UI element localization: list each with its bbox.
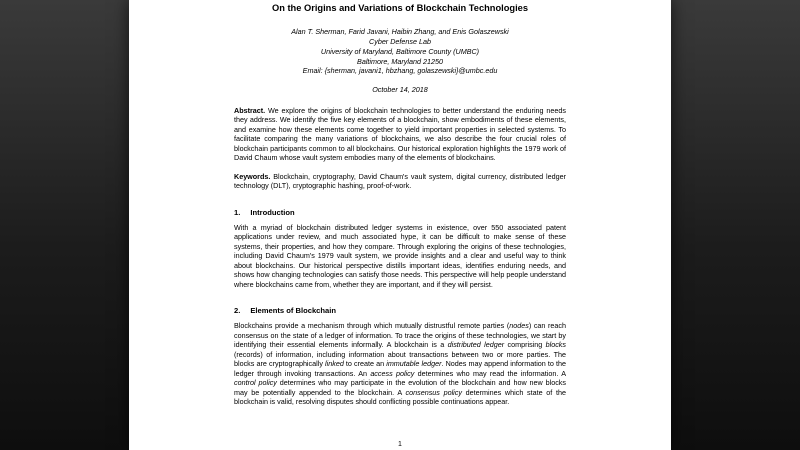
abstract-label: Abstract. xyxy=(234,105,266,115)
paper-page xyxy=(129,0,671,450)
section-title: Elements of Blockchain xyxy=(250,306,337,316)
section-introduction xyxy=(234,208,566,290)
section-body-introduction: With a myriad of blockchain distributed ledger systems in existence, over 550 associated patent applications under review, and much associated hype, it can be difficult to make sense of these systems, their properties, and how they compare. Through exploring the origins of these technologies, including David Chaum's 1979 vault system, we provide insights and a clear and useful way to think about blockchains. Our historical perspective distills important ideas, identifies enduring needs, and shows how changing technologies can satisfy those needs. This perspective will help people understand where blockchains came from, whether they are important, and if they will persist. xyxy=(234,222,566,289)
affiliation-city: Baltimore, Maryland 21250 xyxy=(357,56,443,66)
section-number: 1. xyxy=(234,207,241,217)
affiliation-lab: Cyber Defense Lab xyxy=(369,36,431,46)
section-body-elements: Blockchains provide a mechanism through which mutually distrustful remote parties (nodes) can reach consensus on the state of a ledger of information. To trace the origins of these technologies, we start by identifying their essential elements informally. A blockchain is a distributed ledger comprising blocks (records) of information, including information about transactions between two or more parties. The blocks are cryptographically linked to create an immutable ledger. Nodes may append information to the ledger through invoking transactions. An access policy determines who may read the information. A control policy determines who may participate in the evolution of the blockchain and how new blocks may be potentially appended to the blockchain. A consensus policy determines which state of the blockchain is valid, resolving disputes should conflicting possible continuations appear. xyxy=(234,321,567,407)
paper-date: October 14, 2018 xyxy=(372,85,428,95)
paper-title: On the Origins and Variations of Blockchain Technologies xyxy=(271,3,529,13)
abstract-text: We explore the origins of blockchain technologies to better understand the enduring needs they address. We identify the five key elements of a blockchain, show embodiments of these elements, and examine how these elements come together to yield important properties in selected systems. To facilitate comparing the many variations of blockchains, we also describe the four crucial roles of blockchain participants common to all blockchains. Our historical exploration highlights the 1979 work of David Chaum whose vault system embodies many of the elements of blockchains. xyxy=(234,105,566,163)
section-elements-of-blockchain xyxy=(234,306,566,407)
section-heading-elements xyxy=(234,306,566,316)
section-number: 2. xyxy=(234,306,241,316)
page-number: 1 xyxy=(398,441,402,448)
author-block xyxy=(234,27,566,76)
section-heading-introduction xyxy=(234,208,566,218)
keywords-paragraph xyxy=(234,172,566,191)
abstract-paragraph xyxy=(234,106,566,163)
affiliation-university: University of Maryland, Baltimore County (UMBC) xyxy=(320,46,480,56)
author-line: Alan T. Sherman, Farid Javani, Haibin Zhang, and Enis Golaszewski xyxy=(291,27,509,37)
keywords-label: Keywords. xyxy=(234,171,271,181)
section-title: Introduction xyxy=(250,207,295,217)
keywords-text: Blockchain, cryptography, David Chaum's vault system, digital currency, distributed ledger technology (DLT), cryptographic hashing, proof-of-work. xyxy=(234,171,566,191)
paper-content xyxy=(234,0,566,407)
author-email: Email: {sherman, javani1, hbzhang, golaszewski}@umbc.edu xyxy=(302,66,498,76)
